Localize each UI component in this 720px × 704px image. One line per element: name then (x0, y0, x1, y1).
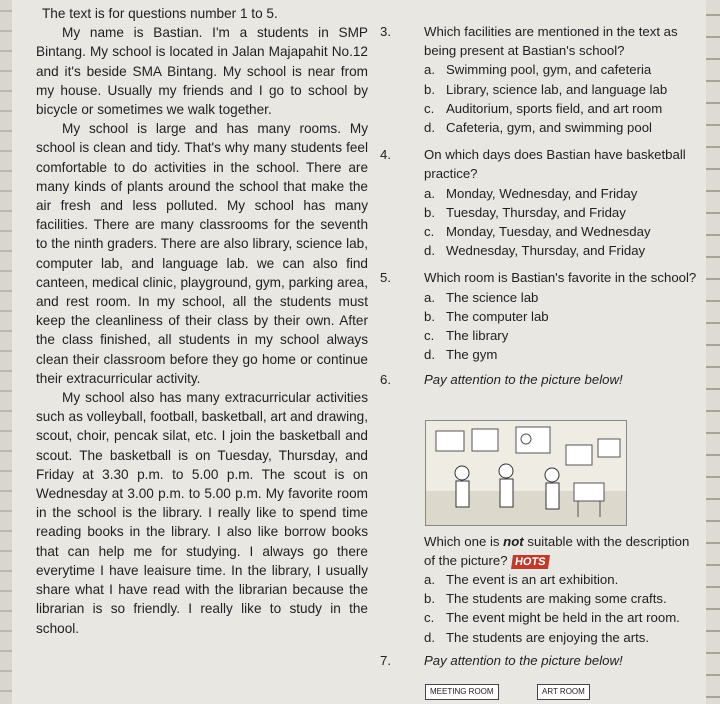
question-4 (380, 145, 700, 260)
reading-passage (36, 4, 368, 638)
question-instruction: Pay attention to the picture below! (424, 652, 623, 668)
question-number: 4. (380, 147, 391, 163)
art-exhibition-illustration (425, 420, 627, 526)
passage-heading: The text is for questions number 1 to 5. (42, 6, 278, 21)
option-c[interactable]: c. Auditorium, sports field, and art room (424, 100, 663, 116)
passage-paragraph-1: My name is Bastian. I'm a students in SMP Bintang. My school is located in Jalan Majapahit No.12 and it's beside SMA Bintang. My school is near from my house. Usually my friends and I go to school by bicycle or sometimes we walk together. (36, 25, 368, 118)
option-b[interactable]: b. Tuesday, Thursday, and Friday (424, 204, 626, 220)
left-binding-edge (0, 0, 12, 704)
question-number: 6. (380, 372, 391, 388)
option-a[interactable]: a. Swimming pool, gym, and cafeteria (424, 62, 652, 78)
passage-paragraph-2: My school is large and has many rooms. My school is clean and tidy. That's why many students feel comfortable to do activities in the school. There are many kinds of plants around the school that make the air fresh and less polluted. My school has many facilities. There are many classrooms for the seventh to the ninth graders. There are also library, science lab, computer lab, and language lab. we can also find canteen, medical clinic, playground, gym, parking area, and rest room. In my school, all the students must keep the cleanliness of their class by their own. After the class finished, all students in my school always clean their classroom before they go home or continue their extracurricular activity. (36, 121, 368, 386)
answer-options (424, 570, 700, 647)
option-c[interactable]: c. Monday, Tuesday, and Wednesday (424, 224, 651, 240)
option-b[interactable]: b. The computer lab (424, 308, 549, 324)
answer-options (424, 60, 700, 137)
question-text: Which facilities are mentioned in the text as being present at Bastian's school? (424, 24, 678, 59)
question-text: Which one is not suitable with the description of the picture? HOTS (424, 533, 690, 568)
option-c[interactable]: c. The library (424, 328, 509, 344)
option-a[interactable]: a. The event is an art exhibition. (424, 572, 619, 588)
question-text: On which days does Bastian have basketball practice? (424, 147, 686, 182)
question-7 (380, 651, 700, 670)
question-text: Which room is Bastian's favorite in the school? (424, 270, 697, 286)
room-signs-illustration (425, 684, 635, 704)
question-5 (380, 268, 700, 364)
option-b[interactable]: b. Library, science lab, and language lab (424, 81, 668, 97)
hots-badge: HOTS (511, 555, 550, 569)
right-spiral-binding (706, 0, 720, 704)
art-room-sign: ART ROOM (537, 684, 590, 700)
question-number: 3. (380, 24, 391, 39)
option-d[interactable]: d. The students are enjoying the arts. (424, 629, 650, 645)
answer-options (424, 184, 700, 261)
question-number: 7. (380, 652, 391, 668)
answer-options (424, 288, 700, 365)
option-c[interactable]: c. The event might be held in the art room. (424, 610, 680, 626)
question-number: 5. (380, 270, 391, 286)
option-d[interactable]: d. Cafeteria, gym, and swimming pool (424, 120, 652, 136)
question-column (380, 22, 700, 670)
question-instruction: Pay attention to the picture below! (424, 372, 623, 388)
passage-paragraph-3: My school also has many extracurricular activities such as volleyball, football, basketball, art and drawing, scout, choir, pencak silat, etc. I join the basketball and scout. The basketball is on Tuesday, Thursday, and Friday at 3.30 p.m. to 5.00 p.m. The scout is on Wednesday at 3.00 p.m. to 5.00 p.m. My favorite room in the school is the library. I really like to spend time reading books in the library. I also like borrow books that can help me for studying. I always go there everytime I have leaisure time. In the library, I usually share what I have read with the librarian because the librarian is so friendly. I really like to study in the school. (36, 390, 368, 636)
meeting-room-sign: MEETING ROOM (425, 684, 499, 700)
option-b[interactable]: b. The students are making some crafts. (424, 591, 667, 607)
question-3 (380, 22, 700, 137)
option-a[interactable]: a. Monday, Wednesday, and Friday (424, 185, 638, 201)
option-d[interactable]: d. Wednesday, Thursday, and Friday (424, 243, 646, 259)
option-a[interactable]: a. The science lab (424, 289, 539, 305)
option-d[interactable]: d. The gym (424, 347, 498, 363)
